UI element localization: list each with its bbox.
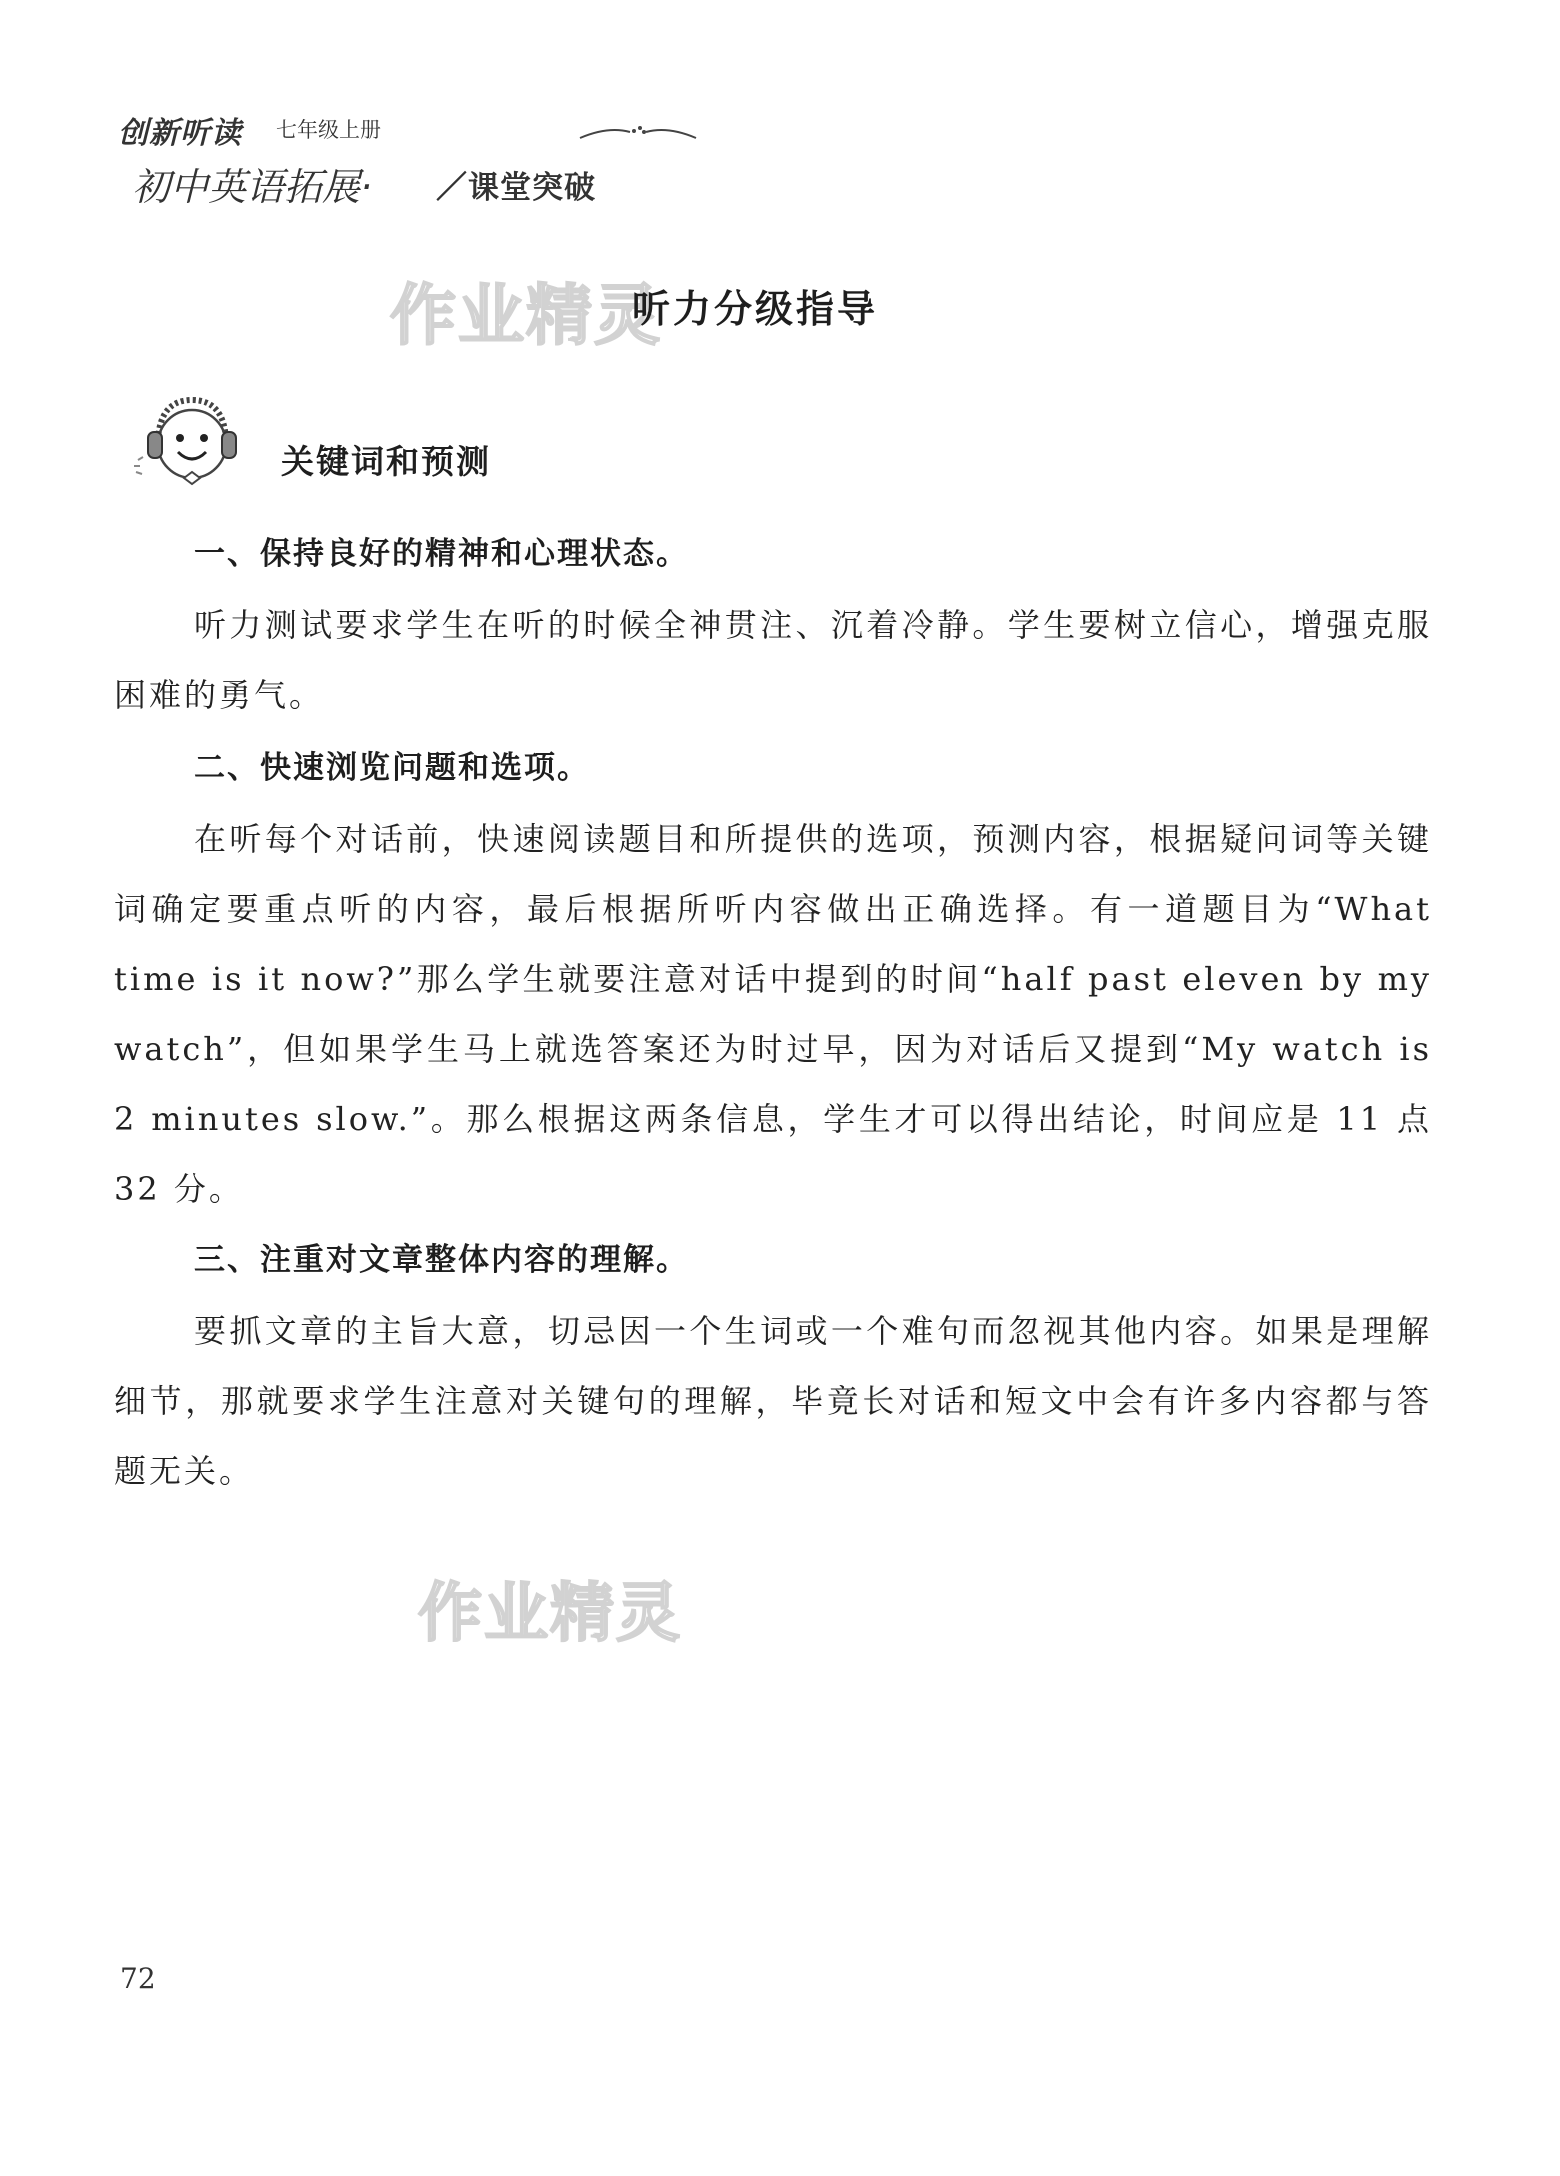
ornament-icon — [578, 122, 698, 142]
section-tag: ／课堂突破 — [436, 170, 596, 206]
section-header — [128, 386, 728, 496]
grade-label: 七年级上册 — [276, 118, 381, 142]
point-heading: 三、注重对文章整体内容的理解。 — [194, 1242, 689, 1278]
series-title: 初中英语拓展· — [132, 165, 373, 209]
point-body: 要抓文章的主旨大意，切忌因一个生词或一个难句而忽视其他内容。如果是理解细节，那就要求学生注意对关键句的理解，毕竟长对话和短文中会有许多内容都与答题无关。 — [114, 1312, 1432, 1490]
brand-logo-text: 创新听读 — [118, 116, 242, 151]
watermark: 作业精灵 — [390, 277, 662, 354]
point-body: 在听每个对话前，快速阅读题目和所提供的选项，预测内容，根据疑问词等关键词确定要重点听的内容，最后根据所听内容做出正确选择。有一道题目为“What time is it now?”那么学生就要注意对话中提到的时间“half past eleven by my watch”，但如果学生马上就选答案还为时过早，因为对话后又提到“My watch is 2 minutes slow.”。那么根据这两条信息，学生才可以得出结论，时间应是 11 点 32 分。 — [114, 820, 1432, 1208]
point-body: 听力测试要求学生在听的时候全神贯注、沉着冷静。学生要树立信心，增强克服困难的勇气。 — [114, 606, 1432, 714]
running-header — [118, 108, 638, 218]
page-title: 听力分级指导 — [632, 287, 879, 331]
page-number: 72 — [120, 1962, 156, 1995]
watermark: 作业精灵 — [418, 1577, 682, 1651]
section-label: 关键词和预测 — [281, 442, 491, 481]
point-heading: 二、快速浏览问题和选项。 — [194, 750, 590, 786]
headphone-smiley-icon — [128, 386, 258, 496]
body-content — [114, 518, 1432, 1506]
point-heading: 一、保持良好的精神和心理状态。 — [194, 536, 689, 572]
